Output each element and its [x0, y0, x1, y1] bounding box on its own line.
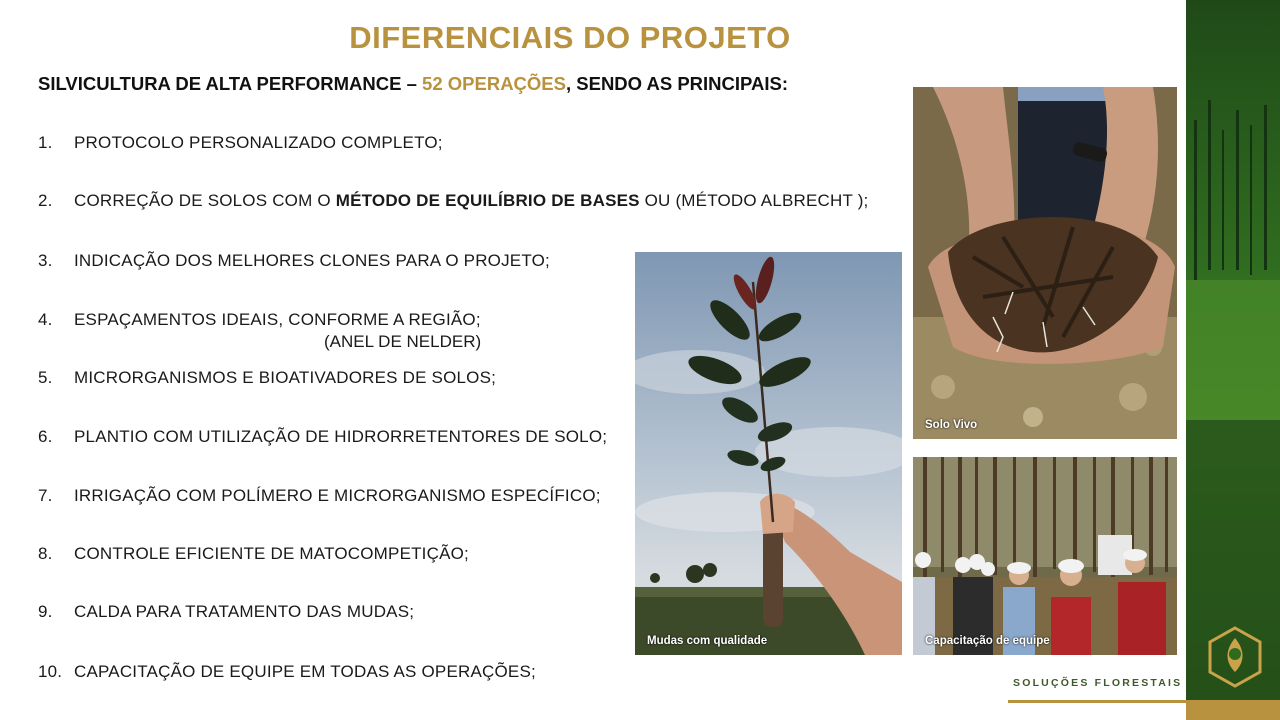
forest-banner	[1186, 0, 1280, 720]
soil-caption: Solo Vivo	[925, 419, 978, 431]
item-number: 8.	[38, 544, 53, 563]
seedling-photo	[635, 252, 902, 655]
seedling-caption: Mudas com qualidade	[647, 635, 768, 647]
item-text: ESPAÇAMENTOS IDEAIS, CONFORME A REGIÃO;	[74, 310, 481, 329]
list-item	[38, 486, 601, 506]
item-note: (ANEL DE NELDER)	[324, 332, 482, 351]
company-logo-icon	[1207, 626, 1263, 688]
subtitle-prefix: SILVICULTURA DE ALTA PERFORMANCE –	[38, 73, 423, 94]
item-number: 9.	[38, 602, 53, 621]
list-item	[38, 251, 550, 271]
item-number: 5.	[38, 368, 53, 387]
list-item	[38, 133, 443, 153]
list-item	[38, 191, 868, 211]
slide-title: DIFERENCIAIS DO PROJETO	[349, 20, 791, 55]
item-text-before: CORREÇÃO DE SOLOS COM O	[74, 191, 336, 210]
item-text: PROTOCOLO PERSONALIZADO COMPLETO;	[74, 133, 443, 152]
team-photo	[913, 457, 1177, 655]
item-number: 2.	[38, 191, 53, 210]
list-item	[38, 368, 496, 388]
item-text: IRRIGAÇÃO COM POLÍMERO E MICRORGANISMO ESPECÍFICO;	[74, 486, 601, 505]
subtitle-highlight: 52 OPERAÇÕES	[422, 73, 566, 94]
team-caption: Capacitação de equipe	[925, 635, 1050, 647]
list-item	[38, 602, 414, 622]
item-text-bold: MÉTODO DE EQUILÍBRIO DE BASES	[335, 191, 640, 210]
list-item	[38, 544, 469, 564]
item-number: 10.	[38, 662, 63, 681]
item-text-after: OU (MÉTODO ALBRECHT );	[639, 191, 869, 210]
item-text: CALDA PARA TRATAMENTO DAS MUDAS;	[74, 602, 415, 621]
item-text: CAPACITAÇÃO DE EQUIPE EM TODAS AS OPERAÇÕES;	[74, 662, 536, 681]
item-text: MICRORGANISMOS E BIOATIVADORES DE SOLOS;	[74, 368, 497, 387]
item-text: INDICAÇÃO DOS MELHORES CLONES PARA O PROJETO;	[74, 251, 550, 270]
list-item	[38, 427, 607, 447]
soil-photo	[913, 87, 1177, 439]
item-number: 6.	[38, 427, 53, 446]
item-text: CONTROLE EFICIENTE DE MATOCOMPETIÇÃO;	[74, 544, 469, 563]
item-number: 1.	[38, 133, 53, 152]
subtitle-suffix: , SENDO AS PRINCIPAIS:	[565, 73, 789, 94]
item-number: 7.	[38, 486, 53, 505]
item-text: PLANTIO COM UTILIZAÇÃO DE HIDRORRETENTORES DE SOLO;	[74, 427, 608, 446]
brand-underline	[1008, 700, 1186, 703]
subtitle	[38, 73, 788, 95]
list-item	[38, 310, 481, 330]
item-number: 3.	[38, 251, 53, 270]
item-number: 4.	[38, 310, 53, 329]
footer-accent	[1186, 700, 1280, 720]
brand-text: SOLUÇÕES FLORESTAIS	[1013, 677, 1183, 689]
list-item	[38, 662, 536, 682]
